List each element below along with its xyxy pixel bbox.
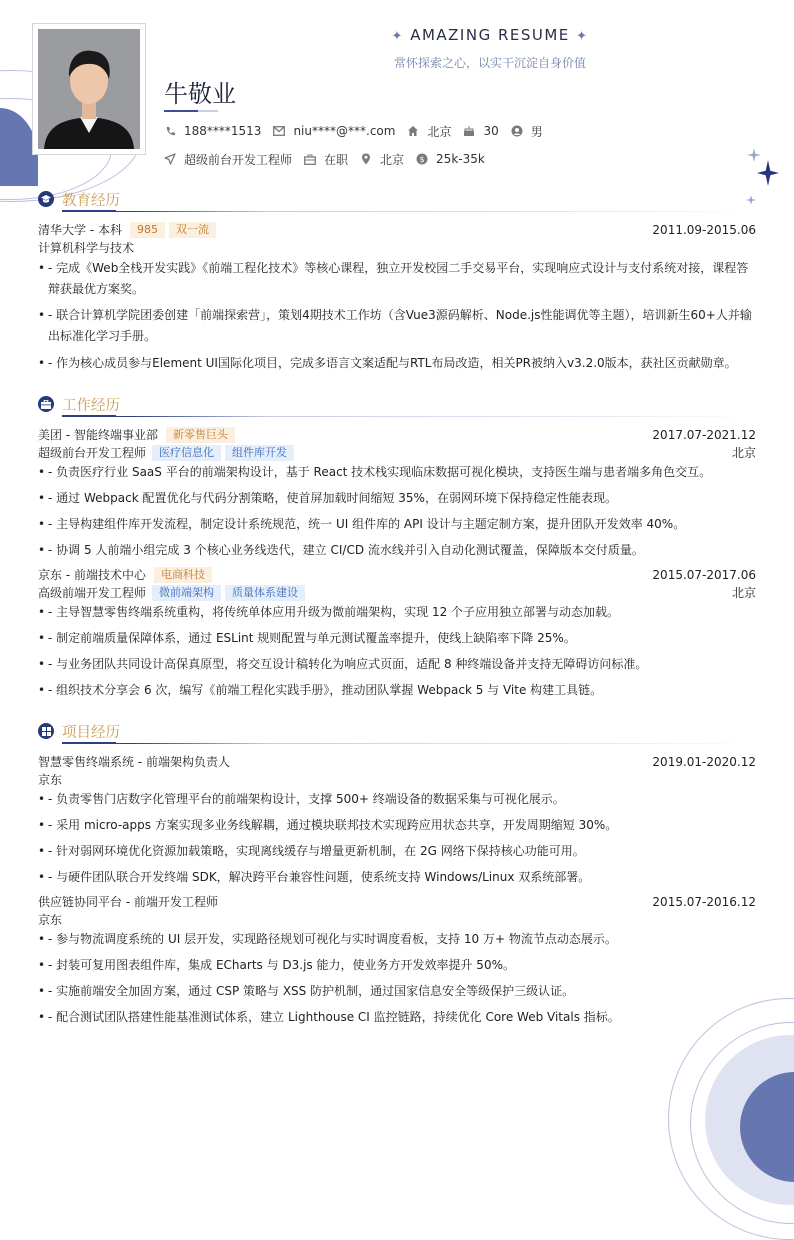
- star-icon: ✦: [391, 29, 404, 44]
- grid-icon: [38, 723, 54, 739]
- svg-text:$: $: [419, 155, 425, 164]
- school-name: 清华大学 - 本科: [38, 223, 122, 237]
- status-item: 在职: [304, 151, 348, 168]
- section-title: 项目经历: [62, 725, 120, 741]
- tag: 双一流: [169, 222, 216, 238]
- phone-icon: [164, 125, 176, 137]
- section-divider-accent: [62, 415, 116, 417]
- list-item: • - 通过 Webpack 配置优化与代码分割策略，使首屏加载时间缩短 35%，在弱网环境下保持稳定性能表现。: [38, 491, 617, 505]
- job-company-row: [38, 426, 756, 443]
- age-item: 30: [463, 124, 498, 138]
- contact-row: [164, 122, 555, 140]
- person-icon: [511, 125, 523, 137]
- job-row: [164, 150, 497, 168]
- project-org: 京东: [38, 773, 63, 787]
- project-section-header: [38, 719, 756, 743]
- name-underline-light: [198, 110, 218, 112]
- list-item: • - 封装可复用图表组件库，集成 ECharts 与 D3.js 能力，使业务方开发效率提升 50%。: [38, 958, 515, 972]
- section-divider: [62, 211, 756, 212]
- hero-subtitle: 常怀探索之心，以实干沉淀自身价值: [393, 56, 586, 70]
- section-divider: [62, 416, 756, 417]
- hero-title: ✦ AMAZING RESUME ✦: [391, 26, 589, 44]
- project-name-row: [38, 753, 756, 770]
- city-item: 北京: [407, 123, 451, 140]
- project-name: 智慧零售终端系统 - 前端架构负责人: [38, 755, 230, 769]
- job-period: 2015.07-2017.06: [652, 567, 756, 582]
- list-item: • - 作为核心成员参与Element UI国际化项目，完成多语言文案适配与RTL布局改造，相关PR被纳入v3.2.0版本，获社区贡献勋章。: [38, 356, 737, 370]
- home-icon: [407, 125, 419, 137]
- work-section-header: [38, 392, 756, 416]
- list-item: • - 实施前端安全加固方案，通过 CSP 策略与 XSS 防护机制，通过国家信息安全等级保护三级认证。: [38, 984, 575, 998]
- list-item: • - 采用 micro-apps 方案实现多业务线解耦，通过模块联邦技术实现跨应用状态共享，开发周期缩短 30%。: [38, 818, 618, 832]
- job-item: 超级前台开发工程师: [164, 151, 292, 168]
- project-name-row: [38, 893, 756, 910]
- location-item: 北京: [360, 151, 404, 168]
- tag: 985: [130, 222, 165, 238]
- candidate-name: 牛敬业: [164, 80, 236, 108]
- gender-item: 男: [511, 123, 543, 140]
- education-major: 计算机科学与技术: [38, 241, 135, 255]
- company-name: 美团 - 智能终端事业部: [38, 428, 158, 442]
- list-item: • - 参与物流调度系统的 UI 层开发，实现路径规划可视化与实时调度看板，支持 10 万+ 物流节点动态展示。: [38, 932, 617, 946]
- list-item: • - 与硬件团队联合开发终端 SDK，解决跨平台兼容性问题，使系统支持 Windows/Linux 双系统部署。: [38, 870, 591, 884]
- send-icon: [164, 153, 176, 165]
- briefcase-icon: [38, 396, 54, 412]
- cake-icon: [463, 125, 475, 137]
- tag: 质量体系建设: [225, 585, 305, 601]
- section-divider-accent: [62, 742, 116, 744]
- project-period: 2015.07-2016.12: [652, 894, 756, 909]
- project-period: 2019.01-2020.12: [652, 754, 756, 769]
- list-item: • - 主导构建组件库开发流程，制定设计系统规范，统一 UI 组件库的 API 设计与主题定制方案，提升团队开发效率 40%。: [38, 517, 686, 531]
- list-item: • - 负责零售门店数字化管理平台的前端架构设计，支撑 500+ 终端设备的数据采集与可视化展示。: [38, 792, 565, 806]
- education-school-row: [38, 221, 756, 238]
- section-divider: [62, 743, 756, 744]
- briefcase-icon: [304, 153, 316, 165]
- pin-icon: [360, 153, 372, 165]
- section-title: 工作经历: [62, 398, 120, 414]
- email-item: niu****@***.com: [273, 124, 395, 138]
- list-item: • - 联合计算机学院团委创建「前端探索营」，策划4期技术工作坊（含Vue3源码解析、Node.js性能调优等主题），培训新生60+人并输 出标准化学习手册。: [38, 308, 752, 343]
- list-item: • - 主导智慧零售终端系统重构，将传统单体应用升级为微前端架构，实现 12 个子应用独立部署与动态加载。: [38, 605, 620, 619]
- mail-icon: [273, 125, 285, 137]
- tag: 微前端架构: [152, 585, 221, 601]
- graduation-cap-icon: [38, 191, 54, 207]
- tag: 新零售巨头: [166, 427, 235, 443]
- phone-item: 188****1513: [164, 124, 261, 138]
- job-role: 超级前台开发工程师: [38, 446, 147, 460]
- job-city: 北京: [731, 446, 756, 460]
- job-role-row: [38, 584, 756, 601]
- job-company-row: [38, 566, 756, 583]
- project-name: 供应链协同平台 - 前端开发工程师: [38, 895, 218, 909]
- tag: 电商科技: [154, 567, 212, 583]
- section-divider-accent: [62, 210, 116, 212]
- list-item: • - 与业务团队共同设计高保真原型，将交互设计稿转化为响应式页面，适配 8 种终端设备并支持无障碍访问标准。: [38, 657, 648, 671]
- profile-photo-frame: [32, 23, 146, 155]
- list-item: • - 负责医疗行业 SaaS 平台的前端架构设计，基于 React 技术栈实现临床数据可视化模块，支持医生端与患者端多角色交互。: [38, 465, 712, 479]
- star-icon: ✦: [576, 29, 589, 44]
- tag: 组件库开发: [225, 445, 294, 461]
- job-role-row: [38, 444, 756, 461]
- list-item: • - 组织技术分享会 6 次，编写《前端工程化实践手册》，推动团队掌握 Webpack 5 与 Vite 构建工具链。: [38, 683, 603, 697]
- coin-icon: [416, 153, 428, 165]
- list-item: • - 协调 5 人前端小组完成 3 个核心业务线迭代，建立 CI/CD 流水线并引入自动化测试覆盖，保障版本交付质量。: [38, 543, 644, 557]
- list-item: • - 配合测试团队搭建性能基准测试体系，建立 Lighthouse CI 监控链路，持续优化 Core Web Vitals 指标。: [38, 1010, 620, 1024]
- job-city: 北京: [731, 586, 756, 600]
- profile-photo: [38, 29, 140, 149]
- education-period: 2011.09-2015.06: [652, 222, 756, 237]
- job-role: 高级前端开发工程师: [38, 586, 147, 600]
- tag: 医疗信息化: [152, 445, 221, 461]
- company-name: 京东 - 前端技术中心: [38, 568, 146, 582]
- name-underline: [164, 110, 198, 112]
- salary-item: $ 25k-35k: [416, 152, 485, 166]
- education-section-header: [38, 187, 756, 211]
- list-item: • - 针对弱网环境优化资源加载策略，实现离线缓存与增量更新机制，在 2G 网络下保持核心功能可用。: [38, 844, 585, 858]
- job-period: 2017.07-2021.12: [652, 427, 756, 442]
- list-item: • - 制定前端质量保障体系，通过 ESLint 规则配置与单元测试覆盖率提升，使线上缺陷率下降 25%。: [38, 631, 576, 645]
- project-org: 京东: [38, 913, 63, 927]
- list-item: • - 完成《Web全栈开发实践》《前端工程化技术》等核心课程，独立开发校园二手交易平台，实现响应式设计与支付系统对接，课程答 辩获最优方案奖。: [38, 261, 749, 296]
- section-title: 教育经历: [62, 193, 120, 209]
